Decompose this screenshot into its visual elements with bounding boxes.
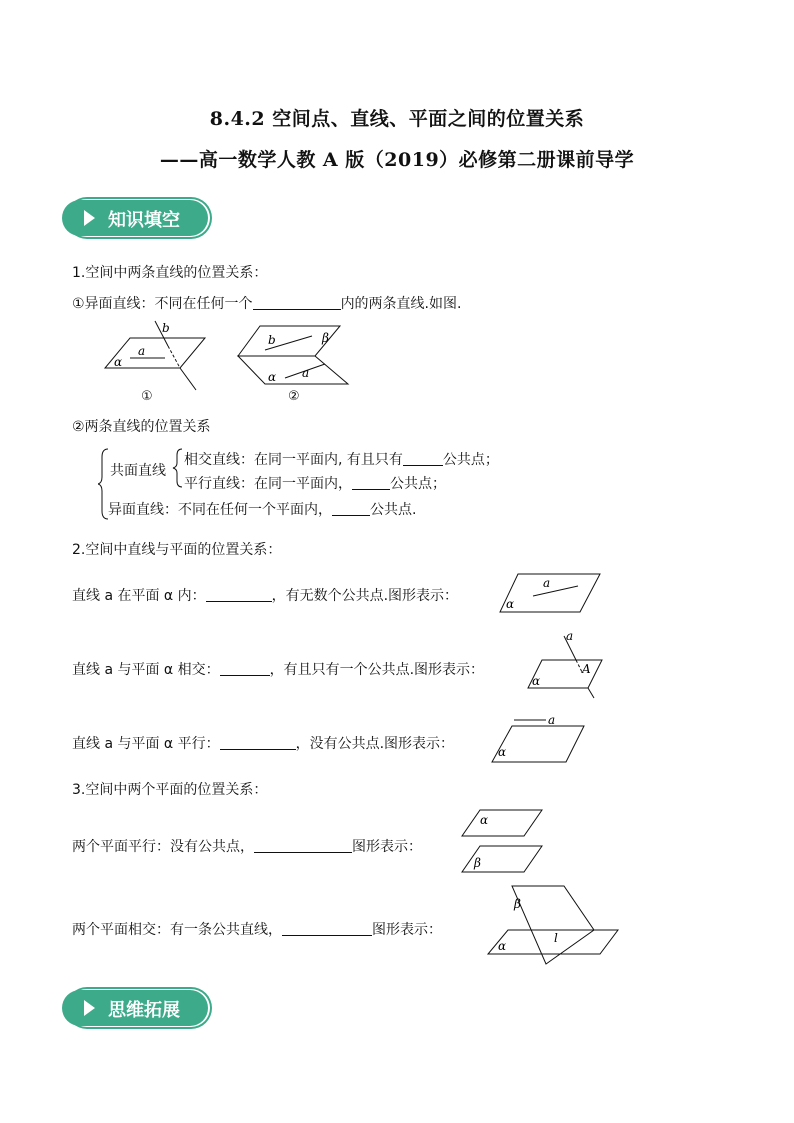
- intersect-line: [184, 449, 499, 469]
- figure-planes-parallel: [460, 806, 546, 876]
- label-b: b: [162, 321, 170, 335]
- parallel-line: [184, 473, 446, 493]
- line-cross-plane: [72, 659, 484, 679]
- label-alpha: α: [480, 813, 489, 827]
- relation-heading: ②两条直线的位置关系: [72, 419, 211, 435]
- plane-alpha: [462, 810, 542, 836]
- label-beta-fig2: β: [322, 331, 329, 345]
- section-title: 思维拓展: [108, 1000, 180, 1021]
- blank-8[interactable]: [254, 838, 352, 853]
- part3-heading: 3.空间中两个平面的位置关系：: [72, 782, 268, 798]
- intersect-prefix: 相交直线：在同一平面内, 有且只有: [184, 452, 403, 468]
- planes-cross-suffix: 图形表示：: [372, 922, 442, 938]
- in-suffix: ，有无数个公共点.图形表示：: [271, 588, 459, 604]
- page-title: 8.4.2 空间点、直线、平面之间的位置关系: [209, 108, 585, 130]
- label-alpha: α: [114, 355, 123, 369]
- section-title: 知识填空: [108, 210, 180, 231]
- label-alpha: α: [498, 939, 507, 953]
- label-A: A: [582, 662, 591, 676]
- planes-cross-prefix: 两个平面相交：有一条公共直线，: [72, 922, 282, 938]
- section-banner-thinking: [62, 987, 214, 1033]
- label-a: a: [543, 576, 551, 590]
- skew2-suffix: 公共点.: [370, 502, 417, 518]
- planes-intersect: [72, 919, 442, 939]
- figure-caption-2: ②: [288, 389, 300, 404]
- blank-9[interactable]: [282, 921, 372, 936]
- label-l: l: [554, 931, 558, 945]
- play-icon: [84, 210, 95, 226]
- blank-4[interactable]: [332, 501, 370, 516]
- label-beta: β: [514, 897, 521, 911]
- skew-lines-figures: [100, 318, 360, 408]
- blank-2[interactable]: [403, 451, 443, 466]
- skew-definition: [72, 293, 461, 313]
- par-suffix: ，没有公共点.图形表示：: [295, 736, 455, 752]
- label-a: a: [548, 713, 556, 727]
- part1-heading: 1.空间中两条直线的位置关系：: [72, 265, 268, 281]
- figure-line-cross-plane: [526, 630, 608, 700]
- blank-5[interactable]: [206, 587, 272, 602]
- label-alpha-fig2: α: [268, 370, 277, 384]
- page-subtitle: ——高一数学人教 A 版（2019）必修第二册课前导学: [159, 149, 635, 171]
- label-a: a: [138, 344, 146, 358]
- figure-caption-1: ①: [141, 389, 153, 404]
- coplanar-label: 共面直线: [110, 463, 166, 479]
- section-banner-knowledge: [62, 197, 214, 243]
- plane-beta: [512, 886, 594, 964]
- label-alpha: α: [532, 674, 541, 688]
- line-in-plane: [72, 585, 458, 605]
- blank-3[interactable]: [352, 475, 390, 490]
- part2-heading: 2.空间中直线与平面的位置关系：: [72, 542, 282, 558]
- line-a: [533, 586, 578, 596]
- blank-6[interactable]: [220, 661, 270, 676]
- figure-planes-intersect: [484, 882, 624, 968]
- plane-alpha: [488, 930, 618, 954]
- label-a: a: [566, 630, 574, 643]
- label-a-fig2: a: [302, 366, 310, 380]
- planes-par-prefix: 两个平面平行：没有公共点，: [72, 839, 254, 855]
- outer-brace: [98, 449, 108, 519]
- skew-prefix: ①异面直线：不同在任何一个: [72, 296, 253, 312]
- inner-brace: [173, 449, 182, 487]
- line-parallel-plane: [72, 733, 454, 753]
- blank-1[interactable]: [253, 295, 341, 310]
- parallel-suffix: 公共点；: [390, 476, 446, 492]
- blank-7[interactable]: [220, 735, 296, 750]
- planes-par-suffix: 图形表示：: [352, 839, 422, 855]
- label-b-fig2: b: [268, 333, 276, 347]
- label-alpha: α: [506, 597, 515, 611]
- skew2-prefix: 异面直线：不同在任何一个平面内，: [108, 502, 332, 518]
- figure-line-parallel-plane: [488, 710, 588, 770]
- skew-line-relation: [108, 499, 416, 519]
- skew-suffix: 内的两条直线.如图.: [340, 296, 462, 312]
- play-icon: [84, 1000, 95, 1016]
- figure-line-in-plane: [498, 570, 604, 616]
- line-b-lower: [180, 368, 196, 390]
- in-prefix: 直线 a 在平面 α 内：: [72, 588, 206, 604]
- planes-parallel: [72, 836, 422, 856]
- cross-prefix: 直线 a 与平面 α 相交：: [72, 662, 220, 678]
- plane-alpha-fig2: [238, 356, 348, 384]
- line-b-hidden: [168, 346, 180, 368]
- cross-suffix: ，有且只有一个公共点.图形表示：: [269, 662, 485, 678]
- line-a-lower: [588, 688, 594, 698]
- par-prefix: 直线 a 与平面 α 平行：: [72, 736, 220, 752]
- label-beta: β: [474, 856, 481, 870]
- label-alpha: α: [498, 745, 507, 759]
- intersect-suffix: 公共点；: [442, 452, 499, 468]
- parallel-prefix: 平行直线：在同一平面内，: [184, 476, 352, 492]
